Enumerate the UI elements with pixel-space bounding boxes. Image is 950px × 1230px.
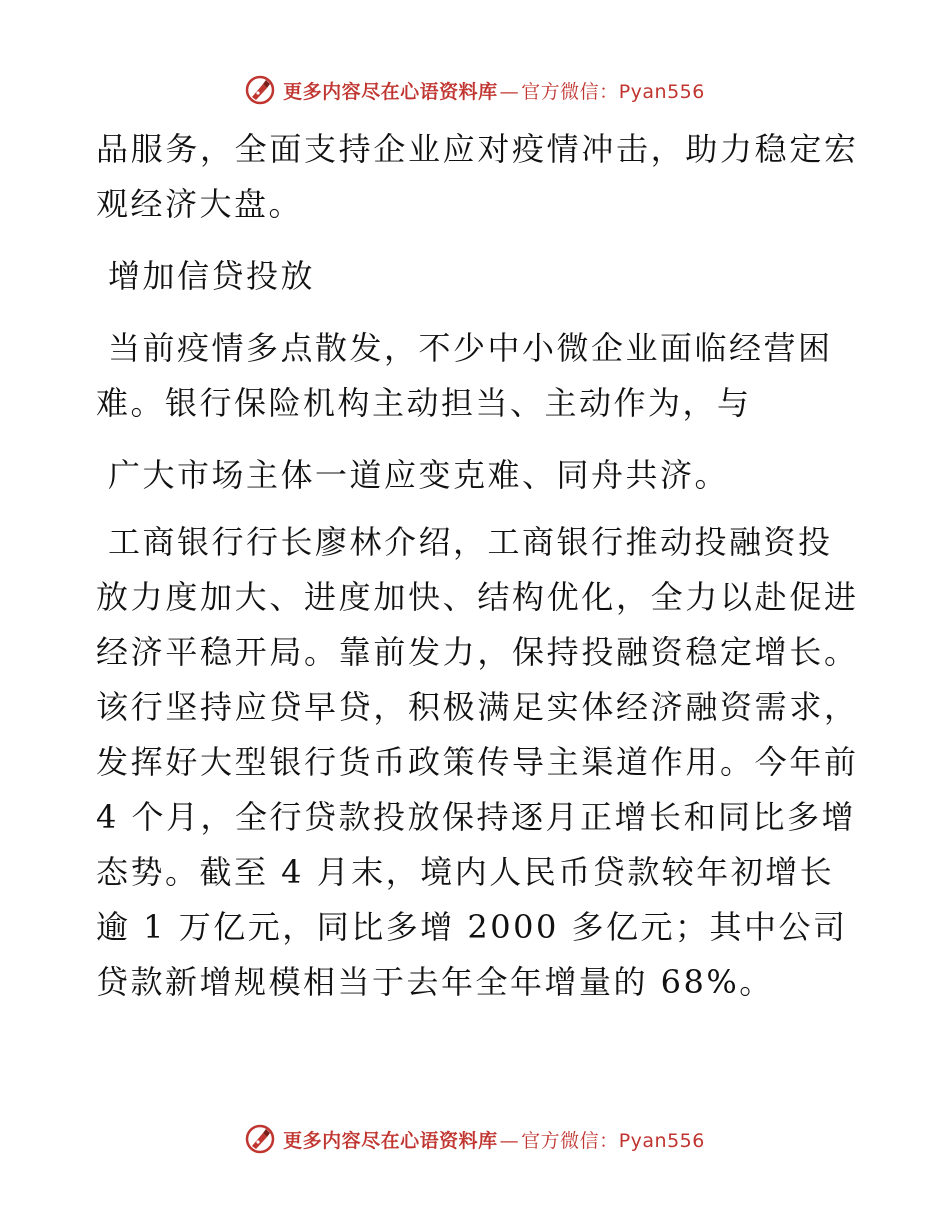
pen-nib-icon — [245, 75, 275, 105]
document-body — [96, 122, 856, 1010]
header-wechat-id: Pyan556 — [618, 80, 705, 103]
text-line: 当前疫情多点散发，不少中小微企业面临经营困 — [108, 329, 833, 367]
text-line: 经济平稳开局。靠前发力，保持投融资稳定增长。 — [96, 633, 856, 671]
footer-watermark — [0, 1119, 950, 1159]
footer-wechat-id: Pyan556 — [618, 1129, 705, 1152]
paragraph — [96, 515, 856, 1010]
text-line: 态势。截至 4 月末，境内人民币贷款较年初增长 — [96, 853, 835, 891]
text-line: 贷款新增规模相当于去年全年增量的 68%。 — [96, 963, 774, 1001]
header-brand: 更多内容尽在心语资料库 — [283, 80, 498, 103]
footer-brand-text — [283, 1126, 705, 1153]
text-line: 放力度加大、进度加快、结构优化，全力以赴促进 — [96, 578, 856, 616]
text-line: 工商银行行长廖林介绍，工商银行推动投融资投 — [108, 523, 833, 561]
text-line: 广大市场主体一道应变克难、同舟共济。 — [108, 456, 730, 494]
text-line: 4 个月，全行贷款投放保持逐月正增长和同比多增 — [96, 798, 857, 836]
footer-wechat-label: 官方微信： — [521, 1129, 619, 1152]
header-wechat-label: 官方微信： — [521, 80, 619, 103]
header-watermark — [0, 70, 950, 110]
section-heading — [96, 249, 856, 304]
paragraph — [96, 122, 856, 232]
pen-nib-icon — [245, 1124, 275, 1154]
footer-brand: 更多内容尽在心语资料库 — [283, 1129, 498, 1152]
text-line: 品服务，全面支持企业应对疫情冲击，助力稳定宏 — [96, 130, 856, 168]
footer-separator: — — [499, 1129, 520, 1152]
header-separator: — — [499, 80, 520, 103]
text-line: 发挥好大型银行货币政策传导主渠道作用。今年前 — [96, 743, 856, 781]
text-line: 该行坚持应贷早贷，积极满足实体经济融资需求， — [96, 688, 856, 726]
heading-line: 增加信贷投放 — [108, 257, 316, 295]
paragraph — [96, 448, 856, 503]
text-line: 逾 1 万亿元，同比多增 2000 多亿元；其中公司 — [96, 908, 848, 946]
text-line: 难。银行保险机构主动担当、主动作为，与 — [96, 384, 752, 422]
text-line: 观经济大盘。 — [96, 185, 304, 223]
header-brand-text — [283, 77, 705, 104]
paragraph — [96, 321, 856, 431]
